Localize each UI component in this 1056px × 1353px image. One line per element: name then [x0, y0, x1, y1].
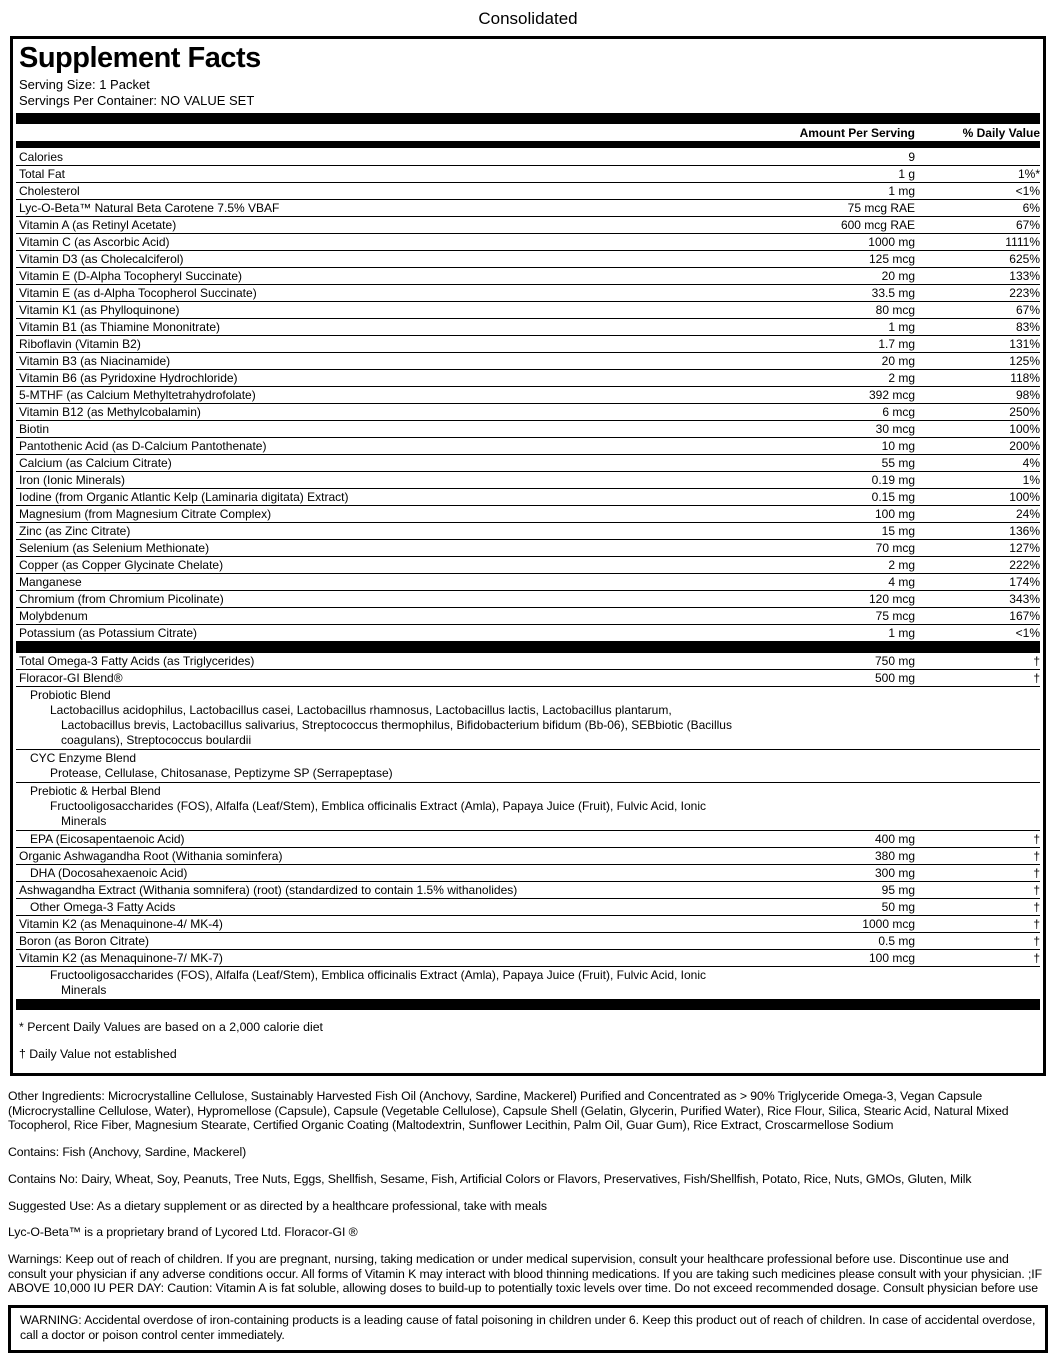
- nutrient-amount: 1.7 mg: [878, 337, 915, 351]
- nutrient-amount: 75 mcg: [875, 609, 915, 623]
- supplement-facts-panel: [10, 36, 1046, 1076]
- nutrient-daily-value: <1%: [1015, 626, 1040, 640]
- nutrient-name: Iron (Ionic Minerals): [19, 473, 126, 487]
- nutrient-daily-value: 1%*: [1017, 167, 1040, 181]
- page-title: Consolidated: [478, 9, 578, 28]
- nutrient-daily-value: 118%: [1010, 371, 1040, 385]
- nutrient-name: Floracor-GI Blend®: [19, 671, 123, 685]
- nutrient-amount: 1000 mcg: [862, 917, 915, 931]
- blend-subheader: Prebiotic & Herbal Blend: [16, 782, 1040, 798]
- nutrient-name: Vitamin B3 (as Niacinamide): [19, 354, 171, 368]
- nutrient-daily-value: 67%: [1015, 303, 1040, 317]
- iron-warning-text: WARNING: Accidental overdose of iron-containing products is a leading cause of fatal poisoning in children under 6. Keep this product out of reach of children. In case of accidental overdose, call a doctor or poison control center immediately.: [20, 1313, 1036, 1343]
- blend-ingredient-line: Lactobacillus brevis, Lactobacillus salivarius, Streptococcus thermophilus, Bifidobacterium bifidum (Bb-06), SEBbiotic (Bacillus: [61, 718, 732, 732]
- nutrient-row: [16, 301, 1040, 318]
- nutrient-daily-value: 127%: [1009, 541, 1040, 555]
- nutrient-daily-value: 174%: [1009, 575, 1040, 589]
- nutrient-daily-value: †: [1033, 849, 1040, 863]
- nutrient-daily-value: 4%: [1022, 456, 1040, 470]
- nutrient-name: Zinc (as Zinc Citrate): [19, 524, 131, 538]
- nutrient-name: Molybdenum: [19, 609, 88, 623]
- nutrient-amount: 380 mg: [874, 849, 915, 863]
- nutrient-amount: 392 mcg: [868, 388, 915, 402]
- suggested-use-text: Suggested Use: As a dietary supplement or as directed by a healthcare professional, take with meals: [8, 1198, 547, 1213]
- nutrient-amount: 0.19 mg: [871, 473, 915, 487]
- nutrient-name: EPA (Eicosapentaenoic Acid): [30, 832, 185, 846]
- nutrient-name: Vitamin B1 (as Thiamine Mononitrate): [19, 320, 220, 334]
- blend-ingredient-line: coagulans), Streptococcus boulardii: [61, 733, 252, 747]
- nutrient-amount: 20 mg: [881, 354, 915, 368]
- separator-bar-header: [16, 141, 1040, 148]
- blend-ingredient-list: [16, 798, 1040, 830]
- nutrient-amount: 1 mg: [888, 626, 915, 640]
- nutrient-name: Vitamin K1 (as Phylloquinone): [19, 303, 180, 317]
- nutrient-amount: 500 mg: [874, 671, 915, 685]
- nutrient-amount: 6 mcg: [882, 405, 915, 419]
- nutrient-name: Vitamin D3 (as Cholecalciferol): [19, 252, 184, 266]
- nutrient-name: Pantothenic Acid (as D-Calcium Pantothenate): [19, 439, 267, 453]
- nutrient-row: [16, 505, 1040, 522]
- nutrient-name: Vitamin E (as d-Alpha Tocopherol Succinate): [19, 286, 257, 300]
- nutrient-name: Ashwagandha Extract (Withania somnifera) (root) (standardized to contain 1.5% withanolides): [19, 883, 518, 897]
- nutrient-name: Lyc-O-Beta™ Natural Beta Carotene 7.5% VBAF: [19, 201, 280, 215]
- column-header-daily-value: % Daily Value: [962, 125, 1040, 140]
- nutrient-amount: 300 mg: [874, 866, 915, 880]
- nutrient-row: [16, 165, 1040, 182]
- footnote-dagger: † Daily Value not established: [19, 1047, 177, 1061]
- nutrient-daily-value: 24%: [1015, 507, 1040, 521]
- nutrient-row: [16, 250, 1040, 267]
- nutrient-daily-value: 67%: [1015, 218, 1040, 232]
- nutrient-row: [16, 915, 1040, 932]
- nutrient-amount: 30 mcg: [875, 422, 915, 436]
- nutrient-row: [16, 420, 1040, 437]
- nutrient-name: Vitamin K2 (as Menaquinone-7/ MK-7): [19, 951, 223, 965]
- nutrient-daily-value: †: [1033, 951, 1040, 965]
- nutrient-daily-value: 100%: [1009, 490, 1040, 504]
- nutrient-amount: 10 mg: [881, 439, 915, 453]
- nutrient-row: [16, 932, 1040, 949]
- nutrient-name: Magnesium (from Magnesium Citrate Complex): [19, 507, 272, 521]
- nutrient-daily-value: 100%: [1009, 422, 1040, 436]
- nutrient-name: DHA (Docosahexaenoic Acid): [30, 866, 188, 880]
- nutrient-row: [16, 148, 1040, 165]
- blend-subheader: CYC Enzyme Blend: [16, 749, 1040, 765]
- nutrient-amount: 9: [908, 150, 915, 164]
- nutrient-daily-value: <1%: [1015, 184, 1040, 198]
- blend-subheader: Probiotic Blend: [16, 686, 1040, 702]
- nutrient-name: Cholesterol: [19, 184, 80, 198]
- blend-ingredient-line: Fructooligosaccharides (FOS), Alfalfa (Leaf/Stem), Emblica officinalis Extract (Amla), Papaya Juice (Fruit), Fulvic Acid, Ionic: [50, 799, 707, 813]
- nutrient-daily-value: 223%: [1009, 286, 1040, 300]
- nutrient-amount: 100 mg: [874, 507, 915, 521]
- nutrient-daily-value: †: [1033, 883, 1040, 897]
- nutrient-row: [16, 437, 1040, 454]
- nutrient-amount: 600 mcg RAE: [840, 218, 915, 232]
- nutrient-name: Vitamin K2 (as Menaquinone-4/ MK-4): [19, 917, 223, 931]
- nutrient-name: Boron (as Boron Citrate): [19, 934, 150, 948]
- nutrient-amount: 4 mg: [888, 575, 915, 589]
- nutrient-amount: 1 mg: [888, 184, 915, 198]
- nutrient-name: Chromium (from Chromium Picolinate): [19, 592, 224, 606]
- iron-warning-box: [8, 1305, 1048, 1353]
- other-ingredients-text: Other Ingredients: Microcrystalline Cellulose, Sustainably Harvested Fish Oil (Anchovy, Sardine, Mackerel) Purified and Concentrated as > 90% Triglyceride Omega-3, Vegan Capsule (Microcrystalline Cellulose, Water), Hypromellose (Capsule), Capsule (Vegetable Cellulose), Capsule Shell (Gelatin, Glycerin, Purified Water), Rice Flour, Silica, Stearic Acid, Natural Mixed Tocopherol, Rice Fiber, Magnesium Stearate, Certified Organic Coating (Maltodextrin, Sunflower Lecithin, Palm Oil, Guar Gum), Rice Extract, Croscarmellose Sodium: [8, 1089, 1009, 1133]
- nutrient-row: [16, 403, 1040, 420]
- nutrient-name: Vitamin C (as Ascorbic Acid): [19, 235, 170, 249]
- column-header-row: [16, 124, 1040, 141]
- nutrient-name: Total Omega-3 Fatty Acids (as Triglycerides): [19, 654, 255, 668]
- nutrient-daily-value: 200%: [1009, 439, 1040, 453]
- nutrient-row: [16, 881, 1040, 898]
- nutrient-name: Calcium (as Calcium Citrate): [19, 456, 172, 470]
- nutrient-name: Vitamin B6 (as Pyridoxine Hydrochloride): [19, 371, 238, 385]
- nutrient-daily-value: 98%: [1015, 388, 1040, 402]
- nutrient-daily-value: †: [1033, 900, 1040, 914]
- nutrient-amount: 70 mcg: [875, 541, 915, 555]
- nutrient-row: [16, 624, 1040, 641]
- nutrient-row: [16, 607, 1040, 624]
- footnote-daily-value: * Percent Daily Values are based on a 2,000 calorie diet: [19, 1020, 323, 1034]
- nutrient-name: Vitamin A (as Retinyl Acetate): [19, 218, 177, 232]
- nutrient-row: [16, 352, 1040, 369]
- nutrient-name: Iodine (from Organic Atlantic Kelp (Laminaria digitata) Extract): [19, 490, 349, 504]
- nutrient-daily-value: †: [1033, 917, 1040, 931]
- nutrient-name: Potassium (as Potassium Citrate): [19, 626, 198, 640]
- trademark-text: Lyc-O-Beta™ is a proprietary brand of Lycored Ltd. Floracor-GI ®: [8, 1225, 358, 1240]
- nutrient-name: Calories: [19, 150, 64, 164]
- nutrient-row: [16, 386, 1040, 403]
- nutrient-row: [16, 284, 1040, 301]
- nutrient-row: [16, 590, 1040, 607]
- nutrient-amount: 80 mcg: [875, 303, 915, 317]
- supplement-facts-title: Supplement Facts: [19, 42, 261, 74]
- nutrient-amount: 55 mg: [881, 456, 915, 470]
- blend-ingredient-list: [16, 765, 1040, 782]
- nutrient-row: [16, 573, 1040, 590]
- nutrient-amount: 75 mcg RAE: [847, 201, 915, 215]
- nutrient-daily-value: 1%: [1022, 473, 1040, 487]
- nutrient-row: [16, 847, 1040, 864]
- blend-ingredient-line: Minerals: [61, 983, 107, 997]
- nutrient-row: [16, 216, 1040, 233]
- nutrient-row: [16, 454, 1040, 471]
- nutrient-amount: 400 mg: [874, 832, 915, 846]
- nutrient-name: Selenium (as Selenium Methionate): [19, 541, 210, 555]
- serving-size: Serving Size: 1 Packet: [19, 77, 150, 92]
- column-header-amount: Amount Per Serving: [799, 125, 915, 140]
- nutrient-name: Other Omega-3 Fatty Acids: [30, 900, 176, 914]
- nutrient-daily-value: 250%: [1009, 405, 1040, 419]
- nutrient-name: Copper (as Copper Glycinate Chelate): [19, 558, 224, 572]
- nutrient-daily-value: 6%: [1022, 201, 1040, 215]
- nutrient-row: [16, 471, 1040, 488]
- nutrient-daily-value: †: [1033, 654, 1040, 668]
- nutrient-amount: 15 mg: [881, 524, 915, 538]
- separator-bar-top: [16, 113, 1040, 124]
- nutrient-amount: 1000 mg: [868, 235, 915, 249]
- nutrient-amount: 1 g: [898, 167, 915, 181]
- nutrient-amount: 125 mcg: [868, 252, 915, 266]
- facts-rows: [16, 148, 1040, 1010]
- blend-ingredient-list: [16, 702, 1040, 749]
- nutrient-daily-value: 222%: [1009, 558, 1040, 572]
- nutrient-row: [16, 864, 1040, 881]
- nutrient-daily-value: 125%: [1009, 354, 1040, 368]
- nutrient-daily-value: †: [1033, 832, 1040, 846]
- nutrient-amount: 750 mg: [874, 654, 915, 668]
- nutrient-daily-value: †: [1033, 671, 1040, 685]
- nutrient-name: Organic Ashwagandha Root (Withania sominfera): [19, 849, 283, 863]
- nutrient-daily-value: 167%: [1009, 609, 1040, 623]
- separator-bar: [16, 641, 1040, 652]
- nutrient-amount: 20 mg: [881, 269, 915, 283]
- nutrient-daily-value: 83%: [1015, 320, 1040, 334]
- nutrient-amount: 2 mg: [888, 558, 915, 572]
- nutrient-daily-value: 1111%: [1005, 235, 1040, 249]
- nutrient-name: Vitamin B12 (as Methylcobalamin): [19, 405, 201, 419]
- nutrient-row: [16, 199, 1040, 216]
- nutrient-row: [16, 830, 1040, 847]
- blend-ingredient-line: Minerals: [61, 814, 107, 828]
- nutrient-name: Vitamin E (D-Alpha Tocopheryl Succinate): [19, 269, 242, 283]
- nutrient-row: [16, 669, 1040, 686]
- blend-ingredient-list: [16, 966, 1040, 999]
- nutrient-amount: 120 mcg: [868, 592, 915, 606]
- nutrient-name: Biotin: [19, 422, 50, 436]
- nutrient-row: [16, 898, 1040, 915]
- nutrient-amount: 50 mg: [881, 900, 915, 914]
- nutrient-daily-value: †: [1033, 934, 1040, 948]
- nutrient-row: [16, 949, 1040, 966]
- nutrient-amount: 1 mg: [888, 320, 915, 334]
- nutrient-amount: 33.5 mg: [871, 286, 915, 300]
- nutrient-amount: 0.5 mg: [878, 934, 915, 948]
- label-footer: [8, 1089, 1048, 1296]
- nutrient-row: [16, 182, 1040, 199]
- nutrient-name: Manganese: [19, 575, 82, 589]
- nutrient-row: [16, 488, 1040, 505]
- nutrient-row: [16, 539, 1040, 556]
- servings-per-container: Servings Per Container: NO VALUE SET: [19, 92, 255, 108]
- nutrient-row: [16, 556, 1040, 573]
- nutrient-row: [16, 652, 1040, 669]
- nutrient-amount: 95 mg: [881, 883, 915, 897]
- nutrient-daily-value: †: [1033, 866, 1040, 880]
- nutrient-name: 5-MTHF (as Calcium Methyltetrahydrofolate): [19, 388, 256, 402]
- blend-ingredient-line: Lactobacillus acidophilus, Lactobacillus casei, Lactobacillus rhamnosus, Lactobacillus lactis, Lactobacillus plantarum,: [50, 703, 672, 717]
- nutrient-row: [16, 522, 1040, 539]
- nutrient-row: [16, 369, 1040, 386]
- nutrient-row: [16, 267, 1040, 284]
- nutrient-row: [16, 318, 1040, 335]
- nutrient-name: Total Fat: [19, 167, 66, 181]
- nutrient-row: [16, 335, 1040, 352]
- nutrient-amount: 0.15 mg: [871, 490, 915, 504]
- contains-text: Contains: Fish (Anchovy, Sardine, Mackerel): [8, 1145, 247, 1160]
- nutrient-daily-value: 625%: [1009, 252, 1040, 266]
- nutrient-amount: 100 mcg: [868, 951, 915, 965]
- blend-ingredient-line: Protease, Cellulase, Chitosanase, Peptizyme SP (Serrapeptase): [50, 766, 393, 780]
- warnings-text: Warnings: Keep out of reach of children. If you are pregnant, nursing, taking medication or under medical supervision, consult your healthcare professional before use. Discontinue use and consult your physician if any adverse conditions occur. All forms of Vitamin K may interact with blood thinning medications. If you are taking such medicines please consult with your physician. ;IF ABOVE 10,000 IU PER DAY: Caution: Vitamin A is fat soluble, allowing doses to build-up to potentially toxic levels over time. Do not exceed recommended dosage. Consult physician before use: [8, 1251, 1043, 1296]
- nutrient-name: Riboflavin (Vitamin B2): [19, 337, 141, 351]
- nutrient-daily-value: 133%: [1009, 269, 1040, 283]
- nutrient-daily-value: 343%: [1009, 592, 1040, 606]
- nutrient-amount: 2 mg: [888, 371, 915, 385]
- contains-no-text: Contains No: Dairy, Wheat, Soy, Peanuts, Tree Nuts, Eggs, Shellfish, Sesame, Fish, Artificial Colors or Flavors, Preservatives, Fish/Shellfish, Potato, Rice, Nuts, GMOs, Gluten, Milk: [8, 1171, 972, 1186]
- nutrient-row: [16, 233, 1040, 250]
- nutrient-daily-value: 131%: [1009, 337, 1040, 351]
- nutrient-daily-value: 136%: [1009, 524, 1040, 538]
- blend-ingredient-line: Fructooligosaccharides (FOS), Alfalfa (Leaf/Stem), Emblica officinalis Extract (Amla), Papaya Juice (Fruit), Fulvic Acid, Ionic: [50, 968, 707, 982]
- separator-bar: [16, 999, 1040, 1010]
